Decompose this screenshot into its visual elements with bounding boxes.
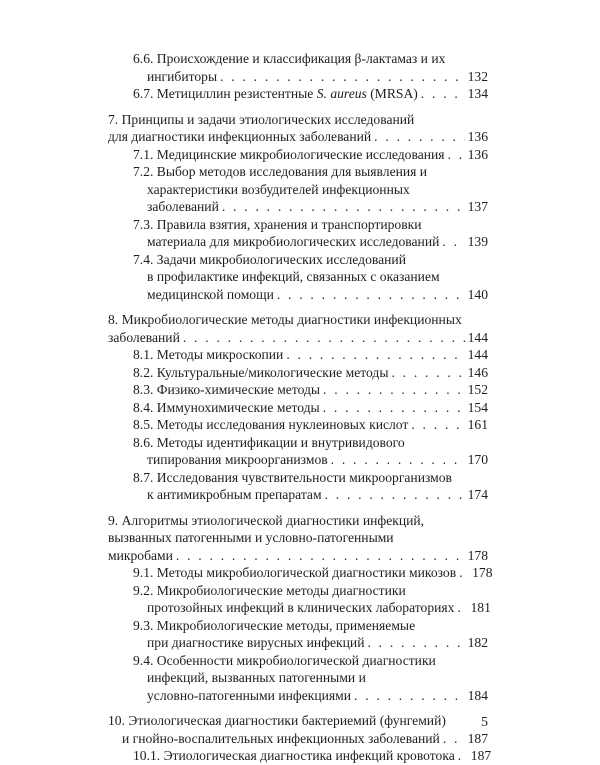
- toc-entry-last-line: [133, 381, 488, 399]
- toc-page-number: 134: [467, 86, 488, 101]
- dot-leader: [374, 128, 464, 146]
- toc-page-number: 137: [467, 199, 488, 214]
- dot-leader: [411, 416, 464, 434]
- toc-entry-last-line: [108, 547, 488, 565]
- toc-entry-title: 10.1. Этиологическая диагностика инфекций кровотока: [133, 748, 455, 763]
- toc-entry-text-line: в профилактике инфекций, связанных с оказанием: [147, 269, 440, 284]
- toc-section-entry: [133, 50, 488, 85]
- toc-entry-last-line: [133, 416, 488, 434]
- toc-section-entry: [133, 582, 491, 617]
- toc-entry-title: при диагностике вирусных инфекций: [147, 635, 365, 650]
- toc-entry-last-line: [133, 146, 488, 164]
- toc-entry-text-line: 9.2. Микробиологические методы диагностики: [133, 582, 406, 598]
- toc-entry-text-line: 7. Принципы и задачи этиологических исследований: [108, 111, 415, 127]
- dot-leader: [457, 599, 467, 617]
- toc-section-entry: [133, 469, 488, 504]
- toc-section-entry: [133, 146, 488, 164]
- toc-entry-title: 8.4. Иммунохимические методы: [133, 399, 320, 415]
- toc-entry-text-line: 8. Микробиологические методы диагностики инфекционных: [108, 312, 462, 327]
- toc-page-number: 184: [467, 687, 488, 703]
- toc-entry-text-line: 9. Алгоритмы этиологической диагностики инфекций,: [108, 512, 425, 528]
- toc-page-number: 182: [467, 635, 488, 650]
- dot-leader: [391, 364, 464, 382]
- toc-entry-title: 6.7. Метициллин резистентные S. aureus (MRSA): [133, 86, 418, 101]
- toc-page-number: 170: [467, 452, 488, 467]
- toc-entry-last-line: [133, 634, 488, 652]
- toc-page-number: 187: [470, 748, 492, 763]
- toc-chapter-entry: [108, 111, 488, 146]
- toc-entry-text-line: 9.3. Микробиологические методы, применяемые: [133, 617, 416, 633]
- toc-entry-title: протозойных инфекций в клинических лабораториях: [147, 600, 455, 615]
- dot-leader: [443, 730, 465, 748]
- toc-page-number: 178: [472, 565, 493, 580]
- toc-page-number: 174: [467, 487, 488, 502]
- toc-section-entry: [133, 652, 488, 705]
- toc-page-number: 144: [467, 329, 488, 345]
- toc-section-entry: [133, 564, 493, 582]
- toc-entry-title: типирования микроорганизмов: [147, 452, 328, 467]
- dot-leader: [442, 233, 464, 251]
- toc-entry-title: условно-патогенными инфекциями: [147, 687, 352, 703]
- toc-entry-last-line: [133, 364, 488, 382]
- dot-leader: [176, 547, 465, 565]
- toc-entry-title: 8.2. Культуральные/микологические методы: [133, 364, 389, 380]
- toc-entry-title: заболеваний: [147, 199, 219, 214]
- toc-page-number: 144: [467, 347, 488, 362]
- toc-entry-last-line: [133, 198, 488, 216]
- toc-entry-last-line: [133, 85, 488, 103]
- toc-page-number: 161: [467, 417, 488, 432]
- toc-entry-title: для диагностики инфекционных заболеваний: [108, 129, 372, 144]
- toc-page-number: 181: [470, 600, 491, 615]
- toc-entry-title: 8.5. Методы исследования нуклеиновых кислот: [133, 417, 409, 432]
- toc-entry-text-line: 9.4. Особенности микробиологической диагностики: [133, 652, 436, 668]
- toc-entry-last-line: [133, 399, 488, 417]
- dot-leader: [331, 451, 465, 469]
- toc-entry-last-line: [108, 128, 488, 146]
- toc-entry-title: 7.1. Медицинские микробиологические исследования: [133, 146, 445, 162]
- dot-leader: [323, 381, 465, 399]
- toc-section-entry: [133, 163, 488, 216]
- toc-entry-title: ингибиторы: [147, 68, 218, 84]
- toc-page-number: 132: [467, 68, 488, 84]
- toc-page-number: 187: [467, 730, 488, 746]
- dot-leader: [448, 146, 465, 164]
- toc-entry-title: медицинской помощи: [147, 286, 274, 302]
- toc-entry-text-line: вызванных патогенными и условно-патогенными: [108, 530, 394, 545]
- toc-entry-text-line: 10. Этиологическая диагностики бактериемий (фунгемий): [108, 713, 446, 728]
- dot-leader: [286, 346, 464, 364]
- toc-section-entry: [133, 216, 488, 251]
- toc-page-number: 139: [467, 234, 488, 249]
- toc-section-entry: [133, 381, 488, 399]
- toc-entry-last-line: [108, 730, 488, 748]
- toc-entry-last-line: [133, 451, 488, 469]
- toc-entry-text-line: 7.3. Правила взятия, хранения и транспортировки: [133, 216, 422, 232]
- toc-section-entry: [133, 251, 488, 304]
- toc-entry-last-line: [133, 286, 488, 304]
- dot-leader: [277, 286, 465, 304]
- toc-entry-last-line: [133, 687, 488, 705]
- toc-entry-title: и гнойно-воспалительных инфекционных заболеваний: [122, 730, 440, 746]
- toc-entry-title: к антимикробным препаратам: [147, 487, 322, 502]
- toc-entry-last-line: [133, 68, 488, 86]
- toc-entry-last-line: [108, 329, 488, 347]
- toc-section-entry: [133, 85, 488, 103]
- toc-section-entry: [133, 434, 488, 469]
- toc-page-number: 136: [467, 146, 488, 162]
- toc-entry-title: 8.3. Физико-химические методы: [133, 382, 321, 397]
- dot-leader: [183, 329, 465, 347]
- dot-leader: [367, 634, 464, 652]
- toc-entry-title: микробами: [108, 547, 173, 563]
- toc-entry-text-line: характеристики возбудителей инфекционных: [147, 181, 410, 197]
- toc-section-entry: [133, 364, 488, 382]
- dot-leader: [325, 486, 465, 504]
- page-number: 5: [481, 715, 488, 730]
- dot-leader: [222, 198, 465, 216]
- toc-section-entry: [133, 416, 488, 434]
- toc-entry-title: заболеваний: [108, 329, 180, 345]
- toc-entry-text-line: 7.2. Выбор методов исследования для выявления и: [133, 164, 428, 179]
- toc-section-entry: [133, 617, 488, 652]
- toc-entry-last-line: [133, 564, 493, 582]
- toc-page-number: 154: [467, 399, 488, 415]
- toc-page-number: 140: [467, 286, 488, 302]
- toc-entry-title: 9.1. Методы микробиологической диагностики микозов: [133, 565, 457, 580]
- toc-chapter-entry: [108, 512, 488, 565]
- dot-leader: [421, 85, 465, 103]
- toc-entry-text-line: 8.7. Исследования чувствительности микроорганизмов: [133, 469, 452, 485]
- table-of-contents: [0, 50, 600, 765]
- toc-entry-last-line: [133, 233, 488, 251]
- toc-entry-last-line: [133, 486, 488, 504]
- dot-leader: [459, 564, 469, 582]
- toc-entry-text-line: 6.6. Происхождение и классификация β-лактамаз и их: [133, 51, 446, 66]
- dot-leader: [220, 68, 465, 86]
- toc-entry-text-line: 7.4. Задачи микробиологических исследований: [133, 251, 406, 267]
- toc-entry-text-line: 8.6. Методы идентификации и внутривидового: [133, 434, 405, 450]
- toc-section-entry: [133, 346, 488, 364]
- toc-entry-last-line: [133, 346, 488, 364]
- toc-section-entry: [133, 399, 488, 417]
- dot-leader: [323, 399, 465, 417]
- toc-entry-last-line: [133, 599, 491, 617]
- toc-page-number: 146: [467, 364, 488, 380]
- toc-chapter-entry: [108, 712, 488, 747]
- toc-page-number: 178: [467, 547, 488, 563]
- dot-leader: [354, 687, 465, 705]
- toc-entry-text-line: инфекций, вызванных патогенными и: [147, 670, 366, 685]
- toc-chapter-entry: [108, 311, 488, 346]
- toc-entry-title: материала для микробиологических исследований: [147, 234, 440, 249]
- toc-page-number: 136: [467, 129, 488, 144]
- toc-page-number: 152: [467, 382, 488, 397]
- toc-entry-title: 8.1. Методы микроскопии: [133, 347, 284, 362]
